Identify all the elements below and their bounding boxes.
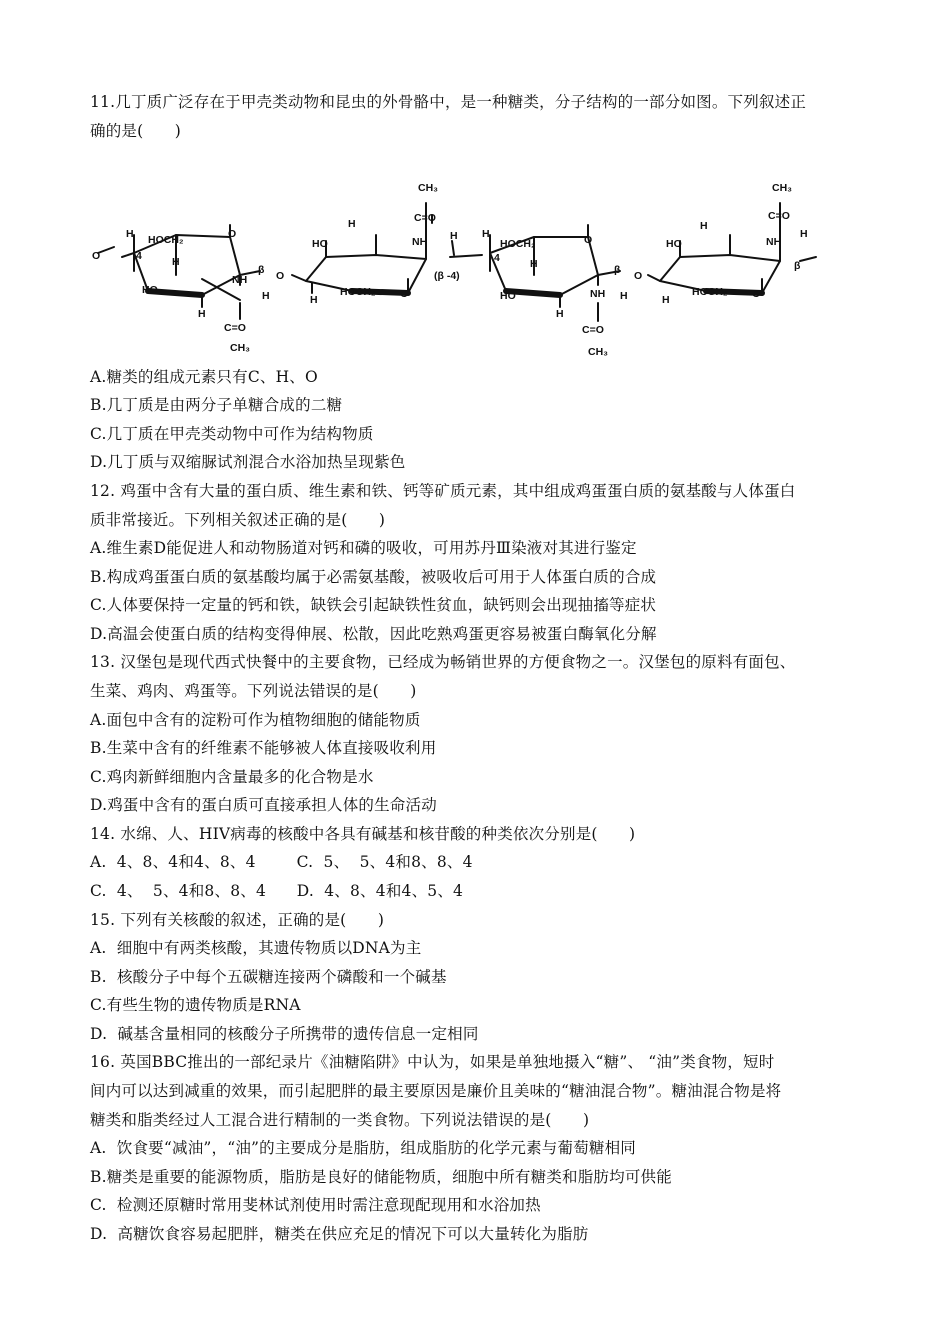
q15-option-a: A. 细胞中有两类核酸，其遗传物质以DNA为主 — [90, 939, 422, 957]
label-ch3: CH₃ — [588, 346, 609, 358]
label-h: H — [482, 228, 490, 240]
label-h: H — [662, 294, 670, 306]
label-h: H — [198, 308, 206, 320]
label-h: H — [310, 294, 318, 306]
q11-option-d: D.几丁质与双缩脲试剂混合水浴加热呈现紫色 — [90, 453, 406, 471]
label-h: H — [126, 228, 134, 240]
q15-option-b: B. 核酸分子中每个五碳糖连接两个磷酸和一个碱基 — [90, 968, 447, 986]
label-hoch2: HOCH₂ — [340, 286, 376, 298]
q12-option-b: B.构成鸡蛋蛋白质的氨基酸均属于必需氨基酸，被吸收后可用于人体蛋白质的合成 — [90, 568, 657, 586]
q12-option-c: C.人体要保持一定量的钙和铁，缺铁会引起缺铁性贫血，缺钙则会出现抽搐等症状 — [90, 596, 657, 614]
label-c-eq-o: C=O — [224, 322, 246, 334]
label-h: H — [800, 228, 808, 240]
q13-option-b: B.生菜中含有的纤维素不能够被人体直接吸收利用 — [90, 739, 437, 757]
label-h: H — [348, 218, 356, 230]
label-h: H — [620, 290, 628, 302]
q16-stem-line-2: 间内可以达到减重的效果，而引起肥胖的最主要原因是廉价且美味的“糖油混合物”。糖油混合物是将 — [90, 1082, 782, 1100]
label-h: H — [450, 230, 458, 242]
label-hoch2: HOCH₂ — [500, 238, 536, 250]
label-ho: HO — [312, 238, 328, 250]
q16-stem-line-1: 16. 英国BBC推出的一部纪录片《油糖陷阱》中认为，如果是单独地摄入“糖”、 “油”类食物，短时 — [90, 1053, 775, 1071]
label-c-eq-o: C=O — [768, 210, 790, 222]
label-o-bridge: O — [276, 270, 285, 282]
label-o-left: O — [92, 250, 101, 262]
label-o-ring: O — [584, 234, 593, 246]
q16-option-b: B.糖类是重要的能源物质，脂肪是良好的储能物质，细胞中所有糖类和脂肪均可供能 — [90, 1168, 672, 1186]
q12-option-a: A.维生素D能促进人和动物肠道对钙和磷的吸收，可用苏丹Ⅲ染液对其进行鉴定 — [90, 539, 637, 557]
label-beta: β — [794, 260, 801, 272]
q12-option-d: D.高温会使蛋白质的结构变得伸展、松散，因此吃熟鸡蛋更容易被蛋白酶氧化分解 — [90, 625, 657, 643]
label-beta: β — [614, 264, 621, 276]
q15-option-c: C.有些生物的遗传物质是RNA — [90, 996, 301, 1014]
q11-stem-line-1: 11.几丁质广泛存在于甲壳类动物和昆虫的外骨骼中，是一种糖类，分子结构的一部分如图。下列叙述正 — [90, 93, 807, 111]
q13-stem-line-2: 生菜、鸡肉、鸡蛋等。下列说法错误的是( ) — [90, 682, 417, 700]
q13-stem-line-1: 13. 汉堡包是现代西式快餐中的主要食物，已经成为畅销世界的方便食物之一。汉堡包的原料有面包、 — [90, 653, 796, 671]
q12-stem-line-1: 12. 鸡蛋中含有大量的蛋白质、维生素和铁、钙等矿质元素，其中组成鸡蛋蛋白质的氨基酸与人体蛋白 — [90, 482, 796, 500]
label-c-eq-o: C=O — [414, 212, 436, 224]
q11-option-c: C.几丁质在甲壳类动物中可作为结构物质 — [90, 425, 374, 443]
q16-stem-line-3: 糖类和脂类经过人工混合进行精制的一类食物。下列说法错误的是( ) — [90, 1111, 590, 1129]
q13-option-a: A.面包中含有的淀粉可作为植物细胞的储能物质 — [90, 711, 421, 729]
label-nh: NH — [590, 288, 606, 300]
label-beta: β — [258, 264, 265, 276]
q12-stem-line-2: 质非常接近。下列相关叙述正确的是( ) — [90, 511, 386, 529]
label-ch3: CH₃ — [418, 182, 439, 194]
label-o-ring: O — [400, 288, 409, 300]
label-o-ring: O — [752, 288, 761, 300]
q14-stem-line-1: 14. 水绵、人、HIV病毒的核酸中各具有碱基和核苷酸的种类依次分别是( ) — [90, 825, 636, 843]
label-ho: HO — [666, 238, 682, 250]
label-h: H — [172, 256, 180, 268]
q13-option-d: D.鸡蛋中含有的蛋白质可直接承担人体的生命活动 — [90, 796, 437, 814]
q13-option-c: C.鸡肉新鲜细胞内含量最多的化合物是水 — [90, 768, 374, 786]
label-ch3: CH₃ — [230, 342, 251, 354]
q16-option-a: A. 饮食要“减油”，“油”的主要成分是脂肪，组成脂肪的化学元素与葡萄糖相同 — [90, 1139, 636, 1157]
label-ch3: CH₃ — [772, 182, 793, 194]
label-nh: NH — [412, 236, 428, 248]
label-ho: HO — [500, 290, 516, 302]
label-h: H — [700, 220, 708, 232]
label-beta4: (β -4) — [434, 270, 460, 282]
q11-stem-line-2: 确的是( ) — [90, 122, 181, 140]
q15-stem-line-1: 15. 下列有关核酸的叙述，正确的是( ) — [90, 911, 385, 929]
label-ho: HO — [142, 284, 158, 296]
label-four: 4 — [136, 250, 142, 262]
label-hoch2: HOCH₂ — [692, 286, 728, 298]
label-four: 4 — [494, 252, 500, 264]
label-h: H — [262, 290, 270, 302]
label-o-ring: O — [228, 228, 237, 240]
q15-option-d: D. 碱基含量相同的核酸分子所携带的遗传信息一定相同 — [90, 1025, 479, 1043]
q11-option-b: B.几丁质是由两分子单糖合成的二糖 — [90, 396, 343, 414]
label-nh: NH — [766, 236, 782, 248]
q11-option-a: A.糖类的组成元素只有C、H、O — [90, 368, 318, 386]
label-hoch2: HOCH₂ — [148, 234, 184, 246]
label-c-eq-o: C=O — [582, 324, 604, 336]
label-o-bridge: O — [634, 270, 643, 282]
q16-option-d: D. 高糖饮食容易起肥胖，糖类在供应充足的情况下可以大量转化为脂肪 — [90, 1225, 589, 1243]
label-nh: NH — [232, 274, 248, 286]
label-h: H — [530, 258, 538, 270]
q14-options-row-2: C. 4、 5、4和8、8、4 D. 4、8、4和4、5、4 — [90, 882, 464, 900]
q14-options-row-1: A. 4、8、4和4、8、4 C. 5、 5、4和8、8、4 — [90, 853, 473, 871]
label-h: H — [556, 308, 564, 320]
chitin-structure-diagram — [90, 175, 830, 360]
q16-option-c: C. 检测还原糖时常用斐林试剂使用时需注意现配现用和水浴加热 — [90, 1196, 541, 1214]
